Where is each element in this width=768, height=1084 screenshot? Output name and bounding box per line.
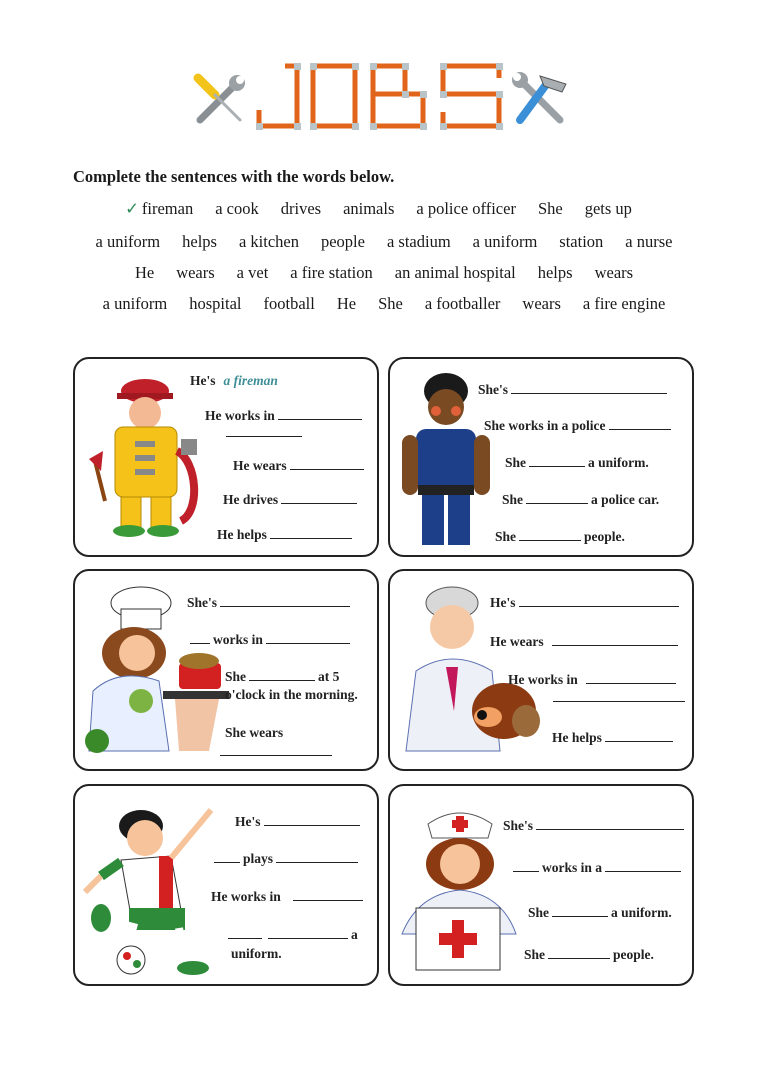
answer-blank[interactable] bbox=[605, 729, 673, 742]
answer-blank[interactable] bbox=[226, 424, 302, 437]
card-police-officer bbox=[388, 357, 694, 557]
word-bank-item: wears bbox=[176, 263, 215, 282]
sentence-line bbox=[211, 888, 366, 905]
card-cook bbox=[73, 569, 379, 771]
jobs-title-graphic bbox=[255, 60, 505, 132]
word-bank-item: an animal hospital bbox=[394, 263, 516, 282]
word-bank-item: a uniform bbox=[102, 294, 168, 313]
sentence-line bbox=[223, 491, 360, 508]
sentence-line bbox=[550, 689, 688, 706]
card-fireman bbox=[73, 357, 379, 557]
word-bank-item: gets up bbox=[584, 199, 632, 218]
sentence-text: She bbox=[502, 492, 524, 507]
word-bank-row bbox=[0, 294, 768, 318]
sentence-line bbox=[225, 687, 358, 703]
word-bank-item: a footballer bbox=[424, 294, 501, 313]
sentence-line bbox=[510, 859, 684, 876]
word-bank-item: She bbox=[537, 199, 563, 218]
sentence-text: She bbox=[524, 947, 546, 962]
sentence-text: He works in bbox=[205, 408, 275, 423]
word-bank-item: a kitchen bbox=[238, 232, 299, 251]
answer-blank[interactable] bbox=[526, 491, 588, 504]
sentence-text: He's bbox=[490, 595, 516, 610]
sentence-text: She works in a police bbox=[484, 418, 606, 433]
sentence-text: He helps bbox=[217, 527, 267, 542]
sentence-text: He's bbox=[235, 814, 261, 829]
instructions-heading: Complete the sentences with the words below. bbox=[73, 167, 395, 186]
word-bank-item: a uniform bbox=[95, 232, 161, 251]
fireman-illustration bbox=[85, 371, 205, 541]
word-bank-item: a fire station bbox=[290, 263, 373, 282]
word-bank-row bbox=[0, 232, 768, 256]
word-bank-item: He bbox=[134, 263, 155, 282]
sentence-line bbox=[225, 668, 339, 685]
sentence-text: works in a bbox=[542, 860, 603, 875]
sentence-text: He works in bbox=[211, 889, 281, 904]
answer-blank[interactable] bbox=[609, 417, 671, 430]
word-bank-item: a nurse bbox=[625, 232, 673, 251]
sentence-line bbox=[187, 594, 353, 611]
sentence-text: She bbox=[495, 529, 517, 544]
sentence-line bbox=[217, 743, 335, 760]
answer-blank[interactable] bbox=[290, 457, 364, 470]
word-bank-item: animals bbox=[343, 199, 395, 218]
word-bank-item: a cook bbox=[215, 199, 259, 218]
sentence-line bbox=[233, 457, 367, 474]
sentence-line bbox=[508, 671, 679, 688]
sentence-line bbox=[524, 946, 654, 963]
card-vet bbox=[388, 569, 694, 771]
sentence-line bbox=[502, 491, 659, 508]
answer-blank[interactable] bbox=[278, 407, 362, 420]
answer-blank[interactable] bbox=[529, 454, 585, 467]
sentence-text: She bbox=[505, 455, 527, 470]
word-bank-item: helps bbox=[537, 263, 573, 282]
sentence-line bbox=[223, 424, 305, 441]
sentence-text: a bbox=[351, 927, 358, 942]
answer-blank[interactable] bbox=[276, 850, 358, 863]
word-bank-item: drives bbox=[280, 199, 322, 218]
sentence-text: a police car. bbox=[591, 492, 660, 507]
answer-blank[interactable] bbox=[268, 926, 348, 939]
word-bank-item: people bbox=[320, 232, 365, 251]
sentence-line bbox=[217, 526, 355, 543]
sentence-text: He wears bbox=[233, 458, 287, 473]
sentence-text: She wears bbox=[225, 725, 284, 740]
answer-blank[interactable] bbox=[519, 528, 581, 541]
answer-blank[interactable] bbox=[220, 743, 332, 756]
word-bank-item: hospital bbox=[189, 294, 242, 313]
sentence-line bbox=[211, 850, 361, 867]
sentence-line bbox=[484, 417, 674, 434]
word-bank-row bbox=[0, 263, 768, 287]
word-bank-item: fireman bbox=[141, 199, 194, 218]
word-bank-item: station bbox=[559, 232, 604, 251]
answer-blank[interactable] bbox=[605, 859, 681, 872]
sentence-line bbox=[235, 813, 363, 830]
sentence-line bbox=[503, 817, 687, 834]
word-bank-item: wears bbox=[522, 294, 561, 313]
check-mark-icon: ✓ bbox=[125, 199, 139, 218]
sentence-text: He works in bbox=[508, 672, 578, 687]
sentence-line bbox=[505, 454, 649, 471]
sentence-text: at 5 bbox=[318, 669, 340, 684]
sentence-line bbox=[225, 926, 358, 943]
word-bank-item: helps bbox=[182, 232, 217, 251]
answer-blank[interactable] bbox=[270, 526, 352, 539]
sentence-text: He helps bbox=[552, 730, 602, 745]
sentence-text: She's bbox=[478, 382, 509, 397]
sentence-line bbox=[187, 631, 353, 648]
answer-blank[interactable] bbox=[266, 631, 350, 644]
word-bank-item: football bbox=[263, 294, 315, 313]
sentence-text: a uniform. bbox=[588, 455, 649, 470]
sentence-text: a uniform. bbox=[611, 905, 672, 920]
sentence-text: She bbox=[225, 669, 247, 684]
answer-blank[interactable] bbox=[220, 594, 350, 607]
answer-blank[interactable] bbox=[281, 491, 357, 504]
word-bank-item: a fire engine bbox=[582, 294, 666, 313]
answer-blank[interactable] bbox=[249, 668, 315, 681]
sentence-text: works in bbox=[213, 632, 263, 647]
sentence-text: He drives bbox=[223, 492, 279, 507]
card-footballer bbox=[73, 784, 379, 986]
nurse-illustration bbox=[398, 804, 518, 974]
word-bank-item: He bbox=[336, 294, 357, 313]
sentence-line bbox=[205, 407, 365, 424]
card-nurse bbox=[388, 784, 694, 986]
answer-blank[interactable] bbox=[293, 888, 363, 901]
answer-blank[interactable] bbox=[519, 594, 679, 607]
word-bank-item: a uniform bbox=[472, 232, 538, 251]
answer-blank[interactable] bbox=[214, 850, 240, 863]
hammer-wrench-icon bbox=[510, 70, 572, 132]
sentence-text: He wears bbox=[490, 634, 544, 649]
sentence-line bbox=[231, 946, 282, 962]
word-bank-item: wears bbox=[594, 263, 634, 282]
word-bank-item: a vet bbox=[236, 263, 269, 282]
answer-blank[interactable] bbox=[228, 926, 262, 939]
sentence-text: He's bbox=[190, 373, 216, 388]
sentence-line bbox=[490, 633, 681, 650]
answer-blank[interactable] bbox=[586, 671, 676, 684]
answer-blank[interactable] bbox=[548, 946, 610, 959]
title-banner bbox=[0, 52, 768, 137]
sentence-line bbox=[478, 381, 670, 398]
word-bank-item: a police officer bbox=[416, 199, 516, 218]
footballer-illustration bbox=[81, 800, 231, 980]
sentence-text: people. bbox=[584, 529, 625, 544]
sentence-line bbox=[552, 729, 676, 746]
sentence-text: people. bbox=[613, 947, 654, 962]
word-bank-item: She bbox=[378, 294, 403, 313]
answer-blank[interactable] bbox=[264, 813, 360, 826]
sentence-text: uniform. bbox=[231, 946, 282, 961]
sentence-text: o'clock in the morning. bbox=[225, 687, 358, 702]
sentence-line bbox=[190, 373, 278, 389]
answer-blank[interactable] bbox=[552, 904, 608, 917]
sentence-line bbox=[495, 528, 625, 545]
answer-blank[interactable] bbox=[536, 817, 684, 830]
sentence-line bbox=[490, 594, 682, 611]
word-bank-row bbox=[0, 199, 768, 223]
sentence-line bbox=[528, 904, 672, 921]
sentence-text: She's bbox=[503, 818, 534, 833]
word-bank-item: a stadium bbox=[386, 232, 451, 251]
answer-blank[interactable] bbox=[190, 631, 210, 644]
screwdriver-wrench-icon bbox=[190, 70, 250, 130]
sentence-line bbox=[225, 725, 283, 741]
answer-blank[interactable] bbox=[553, 689, 685, 702]
answer-text: a fireman bbox=[223, 373, 278, 388]
sentence-text: She's bbox=[187, 595, 218, 610]
answer-blank[interactable] bbox=[552, 633, 678, 646]
sentence-text: She bbox=[528, 905, 550, 920]
answer-blank[interactable] bbox=[513, 859, 539, 872]
answer-blank[interactable] bbox=[511, 381, 667, 394]
sentence-text: plays bbox=[243, 851, 274, 866]
